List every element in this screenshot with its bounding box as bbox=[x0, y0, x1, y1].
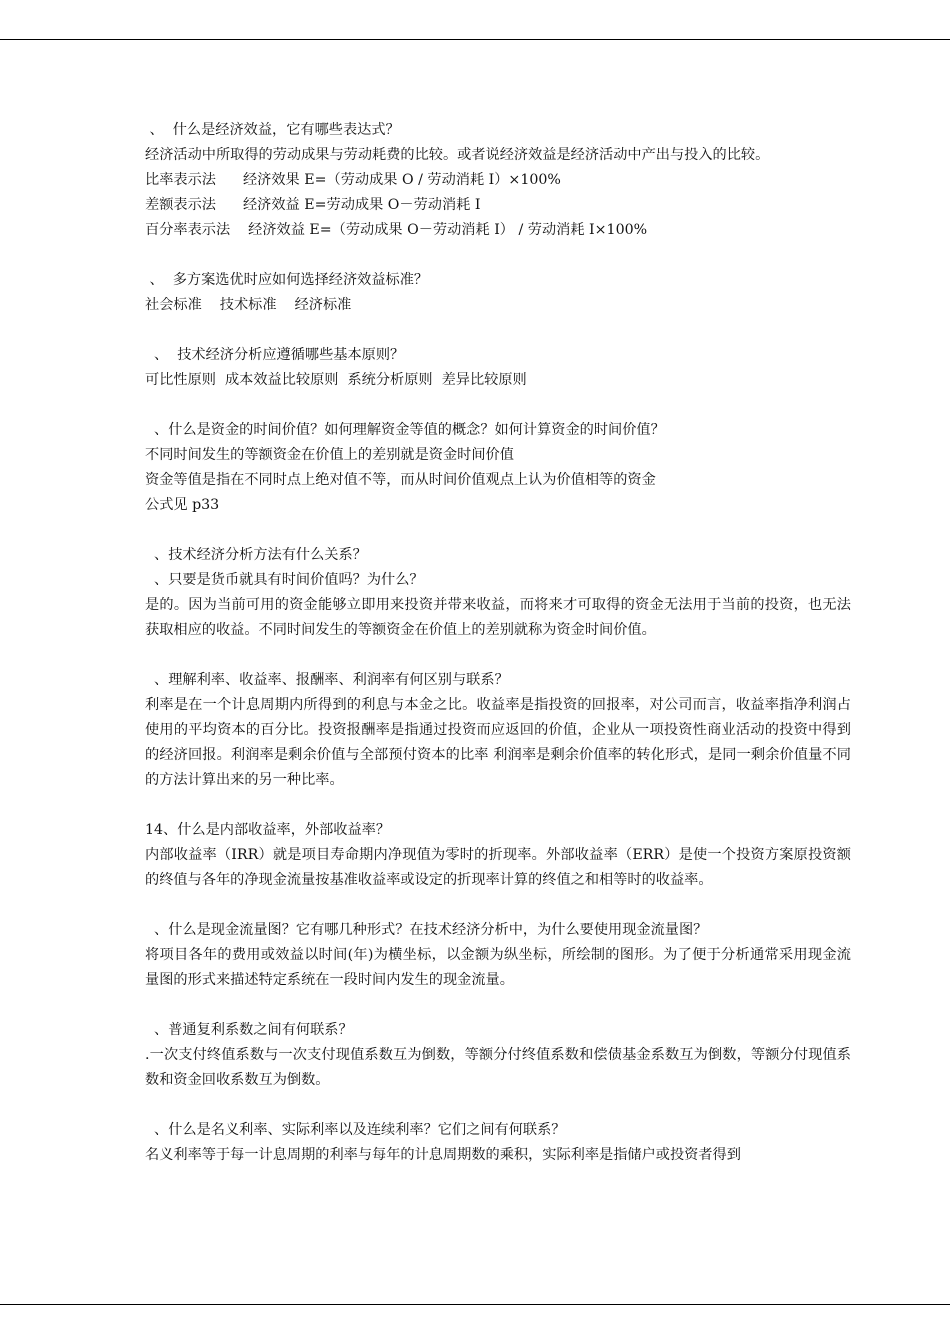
answer-text: .一次支付终值系数与一次支付现值系数互为倒数，等额分付终值系数和偿债基金系数互为倒数，等额分付现值系数和资金回收系数互为倒数。 bbox=[145, 1047, 851, 1088]
qa-section-money-time-value bbox=[145, 543, 851, 643]
formula-line: 百分率表示法 经济效益 E=（劳动成果 O－劳动消耗 I） / 劳动消耗 I×100% bbox=[145, 222, 648, 238]
header-rule bbox=[0, 39, 950, 40]
question-heading: 、什么是现金流量图？它有哪几种形式？在技术经济分析中，为什么要使用现金流量图？ bbox=[145, 922, 708, 938]
document-body bbox=[145, 118, 851, 1193]
question-heading: 、只要是货币就具有时间价值吗？为什么？ bbox=[145, 572, 424, 588]
answer-line: 公式见 p33 bbox=[145, 497, 220, 513]
question-heading: 、技术经济分析方法有什么关系？ bbox=[145, 547, 367, 563]
question-heading: 、什么是资金的时间价值？如何理解资金等值的概念？如何计算资金的时间价值？ bbox=[145, 422, 665, 438]
qa-section-economic-benefit bbox=[145, 118, 851, 243]
question-heading: 、理解利率、收益率、报酬率、利润率有何区别与联系？ bbox=[145, 672, 509, 688]
question-heading: 、 技术经济分析应遵循哪些基本原则？ bbox=[145, 347, 405, 363]
qa-section-irr bbox=[145, 818, 851, 893]
answer-text: 将项目各年的费用或效益以时间(年)为横坐标，以金额为纵坐标，所绘制的图形。为了便于分析通常采用现金流量图的形式来描述特定系统在一段时间内发生的现金流量。 bbox=[145, 947, 851, 988]
answer-text: 可比性原则 成本效益比较原则 系统分析原则 差异比较原则 bbox=[145, 372, 527, 388]
answer-text: 是的。因为当前可用的资金能够立即用来投资并带来收益，而将来才可取得的资金无法用于当前的投资，也无法获取相应的收益。不同时间发生的等额资金在价值上的差别就称为资金时间价值。 bbox=[145, 597, 851, 638]
footer-rule bbox=[0, 1304, 950, 1305]
answer-text: 经济活动中所取得的劳动成果与劳动耗费的比较。或者说经济效益是经济活动中产出与投入的比较。 bbox=[145, 147, 770, 163]
answer-text: 社会标准 技术标准 经济标准 bbox=[145, 297, 352, 313]
qa-section-principles bbox=[145, 343, 851, 393]
qa-section-benefit-standard bbox=[145, 268, 851, 318]
question-heading: 、 什么是经济效益，它有哪些表达式？ bbox=[145, 122, 400, 138]
question-heading: 、普通复利系数之间有何联系？ bbox=[145, 1022, 353, 1038]
answer-line: 资金等值是指在不同时点上绝对值不等，而从时间价值观点上认为价值相等的资金 bbox=[145, 472, 656, 488]
answer-text: 内部收益率（IRR）就是项目寿命期内净现值为零时的折现率。外部收益率（ERR）是使一个投资方案原投资额的终值与各年的净现金流量按基准收益率或设定的折现率计算的终值之和相等时的收益率。 bbox=[145, 847, 851, 888]
qa-section-time-value bbox=[145, 418, 851, 518]
answer-line: 不同时间发生的等额资金在价值上的差别就是资金时间价值 bbox=[145, 447, 514, 463]
answer-text: 利率是在一个计息周期内所得到的利息与本金之比。收益率是指投资的回报率，对公司而言，收益率指净利润占使用的平均资本的百分比。投资报酬率是指通过投资而应返回的价值，企业从一项投资性商业活动的投资中得到的经济回报。利润率是剩余价值与全部预付资本的比率 利润率是剩余价值率的转化形式，是同一剩余价值量不同的方法计算出来的另一种比率。 bbox=[145, 697, 851, 788]
question-heading: 14、什么是内部收益率，外部收益率？ bbox=[145, 822, 391, 838]
qa-section-compound-factors bbox=[145, 1018, 851, 1093]
formula-line: 比率表示法 经济效果 E=（劳动成果 O / 劳动消耗 I）×100% bbox=[145, 172, 561, 188]
qa-section-nominal-rate bbox=[145, 1118, 851, 1168]
qa-section-rates bbox=[145, 668, 851, 793]
question-heading: 、什么是名义利率、实际利率以及连续利率？它们之间有何联系？ bbox=[145, 1122, 566, 1138]
qa-section-cashflow bbox=[145, 918, 851, 993]
question-heading: 、 多方案选优时应如何选择经济效益标准？ bbox=[145, 272, 429, 288]
answer-text: 名义利率等于每一计息周期的利率与每年的计息周期数的乘积，实际利率是指储户或投资者得到 bbox=[145, 1147, 741, 1163]
formula-line: 差额表示法 经济效益 E=劳动成果 O－劳动消耗 I bbox=[145, 197, 481, 213]
